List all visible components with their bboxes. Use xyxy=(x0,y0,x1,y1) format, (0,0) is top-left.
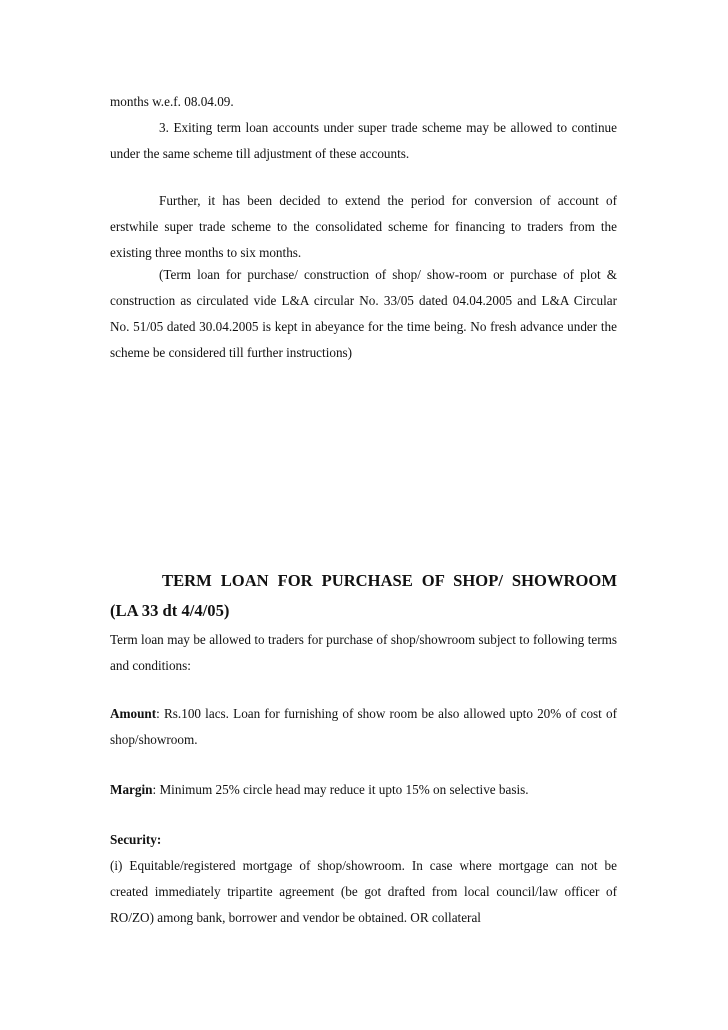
text-line-wef: months w.e.f. 08.04.09. xyxy=(110,94,234,109)
heading-title: TERM LOAN FOR PURCHASE OF SHOP/ SHOWROOM xyxy=(162,571,617,590)
section-heading xyxy=(110,566,617,626)
paragraph-margin xyxy=(110,777,617,803)
margin-text: : Minimum 25% circle head may reduce it upto 15% on selective basis. xyxy=(152,782,529,797)
heading-reference: (LA 33 dt 4/4/05) xyxy=(110,601,230,620)
paragraph-security: (i) Equitable/registered mortgage of shop/showroom. In case where mortgage can not be created immediately tripartite agreement (be got drafted from local council/law officer of RO/ZO) among bank, borrower and vendor be obtained. OR collateral xyxy=(110,858,617,925)
paragraph-intro: Term loan may be allowed to traders for purchase of shop/showroom subject to following terms and conditions: xyxy=(110,632,617,673)
amount-text: : Rs.100 lacs. Loan for furnishing of show room be also allowed upto 20% of cost of shop/showroom. xyxy=(110,706,617,747)
paragraph-extend-period: Further, it has been decided to extend the period for conversion of account of erstwhile super trade scheme to the consolidated scheme for financing to traders from the existing three months to six months. xyxy=(110,193,617,260)
margin-label: Margin xyxy=(110,782,153,797)
security-label: Security: xyxy=(110,832,162,847)
amount-label: Amount xyxy=(110,706,157,721)
paragraph-term-loan-note: (Term loan for purchase/ construction of shop/ show-room or purchase of plot & construction as circulated vide L&A circular No. 33/05 dated 04.04.2005 and L&A Circular No. 51/05 dated 30.04.2005 is kept in abeyance for the time being. No fresh advance under the scheme be considered till further instructions) xyxy=(110,267,617,360)
paragraph-exiting-accounts: 3. Exiting term loan accounts under super trade scheme may be allowed to continue under the same scheme till adjustment of these accounts. xyxy=(110,120,617,161)
paragraph-amount xyxy=(110,701,617,753)
